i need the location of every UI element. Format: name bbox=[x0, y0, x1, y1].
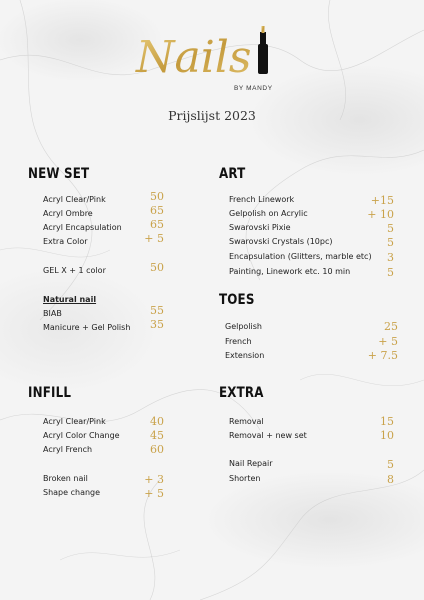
list-item: Nail Repair bbox=[229, 459, 273, 468]
price: + 7.5 bbox=[367, 349, 398, 362]
list-item: Swarovski Crystals (10pc) bbox=[229, 237, 333, 246]
price: 3 bbox=[387, 251, 394, 264]
list-item: French bbox=[225, 337, 252, 346]
price: 40 bbox=[150, 415, 164, 428]
price: + 5 bbox=[144, 232, 164, 245]
price: 55 bbox=[150, 304, 164, 317]
price: 5 bbox=[387, 458, 394, 471]
list-item: Shorten bbox=[229, 474, 261, 483]
section-title-toes: TOES bbox=[219, 292, 255, 308]
list-item: Acryl Clear/Pink bbox=[43, 195, 106, 204]
list-item: Shape change bbox=[43, 488, 101, 497]
list-item: Extension bbox=[225, 351, 265, 360]
page-subtitle: Prijslijst 2023 bbox=[168, 108, 256, 123]
section-title-infill: INFILL bbox=[28, 385, 72, 401]
price: 5 bbox=[387, 222, 394, 235]
price: 45 bbox=[150, 429, 164, 442]
section-title-new-set: NEW SET bbox=[28, 166, 90, 182]
list-item: Broken nail bbox=[43, 474, 88, 483]
price: 35 bbox=[150, 318, 164, 331]
price: 65 bbox=[150, 204, 164, 217]
nail-polish-icon bbox=[258, 26, 268, 74]
price: 10 bbox=[380, 429, 394, 442]
list-item: Extra Color bbox=[43, 237, 88, 246]
section-title-extra: EXTRA bbox=[219, 385, 264, 401]
list-item: Acryl Encapsulation bbox=[43, 223, 122, 232]
list-item: Removal bbox=[229, 417, 264, 426]
price: + 3 bbox=[144, 473, 164, 486]
list-item: Acryl Clear/Pink bbox=[43, 417, 106, 426]
price: + 10 bbox=[367, 208, 394, 221]
list-item: Acryl French bbox=[43, 445, 93, 454]
list-item: Manicure + Gel Polish bbox=[43, 323, 131, 332]
list-item: GEL X + 1 color bbox=[43, 266, 106, 275]
list-item: Gelpolish bbox=[225, 322, 262, 331]
section-title-art: ART bbox=[219, 166, 246, 182]
list-item: French Linework bbox=[229, 195, 295, 204]
price: 65 bbox=[150, 218, 164, 231]
price: 8 bbox=[387, 473, 394, 486]
list-item: Gelpolish on Acrylic bbox=[229, 209, 308, 218]
nails-by-mandy-logo bbox=[130, 24, 280, 99]
list-item: BIAB bbox=[43, 309, 62, 318]
price: 5 bbox=[387, 266, 394, 279]
list-item: Removal + new set bbox=[229, 431, 307, 440]
price: 5 bbox=[387, 236, 394, 249]
price: +15 bbox=[370, 194, 394, 207]
list-item: Encapsulation (Glitters, marble etc) bbox=[229, 252, 372, 261]
list-item: Acryl Color Change bbox=[43, 431, 120, 440]
price: 50 bbox=[150, 261, 164, 274]
list-item: Swarovski Pixie bbox=[229, 223, 291, 232]
price: 15 bbox=[380, 415, 394, 428]
price: + 5 bbox=[144, 487, 164, 500]
price: 50 bbox=[150, 190, 164, 203]
subheading-natural-nail: Natural nail bbox=[43, 295, 97, 304]
price: 25 bbox=[384, 320, 398, 333]
logo-script-text: Nails bbox=[136, 32, 252, 83]
list-item: Acryl Ombre bbox=[43, 209, 93, 218]
logo-sub-text: BY MANDY bbox=[234, 85, 273, 92]
list-item: Painting, Linework etc. 10 min bbox=[229, 267, 351, 276]
price: 60 bbox=[150, 443, 164, 456]
price: + 5 bbox=[378, 335, 398, 348]
